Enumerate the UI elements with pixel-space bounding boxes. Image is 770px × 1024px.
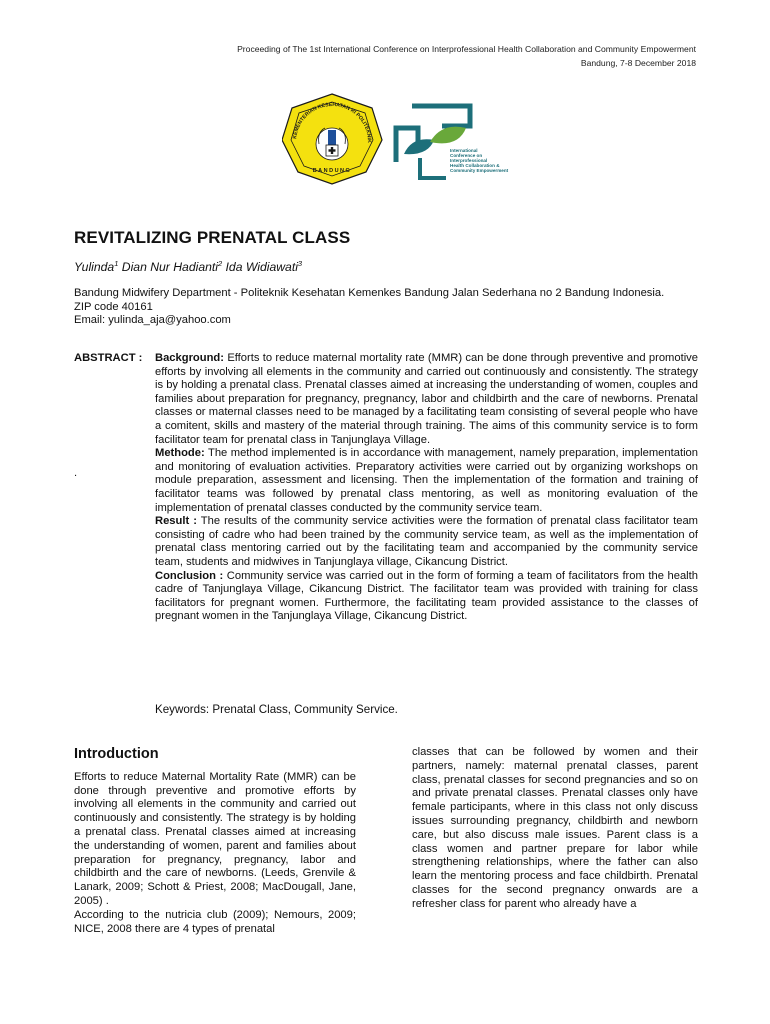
body-column-left (74, 748, 356, 936)
author-list (74, 259, 302, 274)
abstract (74, 352, 698, 624)
result-label: Result : (155, 515, 197, 528)
affiliation-address: Bandung Midwifery Department - Politeknik Kesehatan Kemenkes Bandung Jalan Sederhana no 2 Bandung Indonesia. (74, 287, 665, 299)
affiliation-zip: ZIP code 40161 (74, 300, 153, 313)
body-paragraph: According to the nutricia club (2009); Nemours, 2009; NICE, 2008 there are 4 types of prenatal (74, 908, 356, 935)
abstract-background (155, 352, 698, 447)
conference-logos (282, 92, 512, 186)
abstract-label: ABSTRACT : (74, 352, 143, 364)
affiliation-email: Email: yulinda_aja@yahoo.com (74, 314, 231, 327)
conclusion-label: Conclusion : (155, 569, 224, 582)
poltekkes-logo (282, 92, 382, 184)
author-affiliation-mark: 2 (217, 259, 223, 268)
logo-ring-text: KEMENTERIAN KESEHATAN RI POLITEKNIK (292, 101, 373, 143)
logo-bottom-text: BANDUNG (312, 168, 352, 174)
result-text: The results of the community service activities were the formation of prenatal class facilitator team consisting of cadre who had been trained by the community service team, as well as the implementation of prenatal class mentoring carried out by the facilitating team and accompanied by the community service team, students and midwives in Tanjunglaya village, Cikancung District. (155, 515, 699, 568)
header-conference: Proceeding of The 1st International Conference on Interprofessional Health Collaboration and Community Empowerment (237, 44, 696, 54)
author-name: Ida Widiawati (225, 260, 298, 275)
header-date: Bandung, 7-8 December 2018 (580, 58, 696, 68)
method-text: The method implemented is in accordance with management, namely preparation, implementation and monitoring of evaluation activities. Preparatory activities were carried out by organizing workshops on module preparation, assessment and licensing. Then the implementation of the formation and training of facilitator teams was followed by prenatal class mentoring, as well as monitoring evaluation of the implementation of prenatal classes conducted by the community service team. (155, 447, 698, 514)
running-header (237, 42, 696, 70)
background-text: Efforts to reduce maternal mortality rate (MMR) can be done through preventive and promotive efforts by involving all elements in the community and carried out continuously and consistently. The strategy is by holding a prenatal class. Prenatal classes aimed at increasing the understanding of women, couples and families about preparation for pregnancy, pregnancy, labor and childbirth and the care of newborns. Prenatal classes or maternal classes need to be managed by a facilitating team consisting of several people who have a comitent, skills and mastery of the material through training. The aims of this community service is to form facilitator team for prenatal class in Tanjunglaya Village. (155, 352, 698, 446)
conference-logo-text: International Conference on Interprofessional Health Collaboration & Community Empowerment (450, 148, 509, 173)
keywords: Keywords: Prenatal Class, Community Service. (155, 703, 398, 716)
body-column-right (412, 746, 698, 912)
abstract-dot: . (74, 467, 78, 479)
affiliation-block (74, 287, 704, 328)
abstract-method (155, 447, 698, 515)
abstract-result (155, 515, 698, 569)
section-heading-introduction: Introduction (74, 746, 159, 762)
abstract-body (155, 352, 698, 624)
paper-title: REVITALIZING PRENATAL CLASS (74, 228, 351, 247)
body-paragraph: classes that can be followed by women and their partners, namely: maternal prenatal classes, parent class, prenatal classes for second pregnancies and so on and private prenatal classes. Prenatal classes only have female participants, where in this class not only discuss issues surrounding pregnancy, childbirth and newborn care, but also discuss male issues. Parent class is a class women and partner prepare for labor while strengthening relationships, where the father can also learn the mentoring process and face childbirth. Prenatal classes for the second pregnancy onwards are a refresher class for parent who already have a (412, 746, 698, 910)
author-name: Dian Nur Hadianti (121, 260, 218, 275)
method-label: Methode: (155, 447, 205, 460)
author-affiliation-mark: 3 (297, 259, 303, 268)
author-affiliation-mark: 1 (114, 259, 119, 268)
conference-logo (396, 106, 509, 178)
background-label: Background: (155, 352, 224, 364)
body-paragraph: Efforts to reduce Maternal Mortality Rate (MMR) can be done through preventive and promotive efforts by involving all elements in the community and carried out continuously and consistently. The strategy is by holding a prenatal class. Prenatal classes aimed at increasing the understanding of women, parent and families about preparation for pregnancy, pregnancy, labor and childbirth and the care of newborns. (Leeds, Grenvile & Lanark, 2009; Schott & Priest, 2008; MacDougall, Jane, 2005) . (74, 770, 356, 907)
logo-group (282, 92, 512, 186)
author-name: Yulinda (74, 260, 115, 275)
abstract-conclusion (155, 570, 698, 624)
conclusion-text: Community service was carried out in the form of forming a team of facilitators from the health cadre of Tanjunglaya Village, Cikancung District. The facilitator team was provided with training for class facilitators for pregnant women. Furthermore, the facilitating team provided assistance to the classes of pregnant women in the Tanjunglaya Village, Cikancung District. (155, 569, 698, 623)
